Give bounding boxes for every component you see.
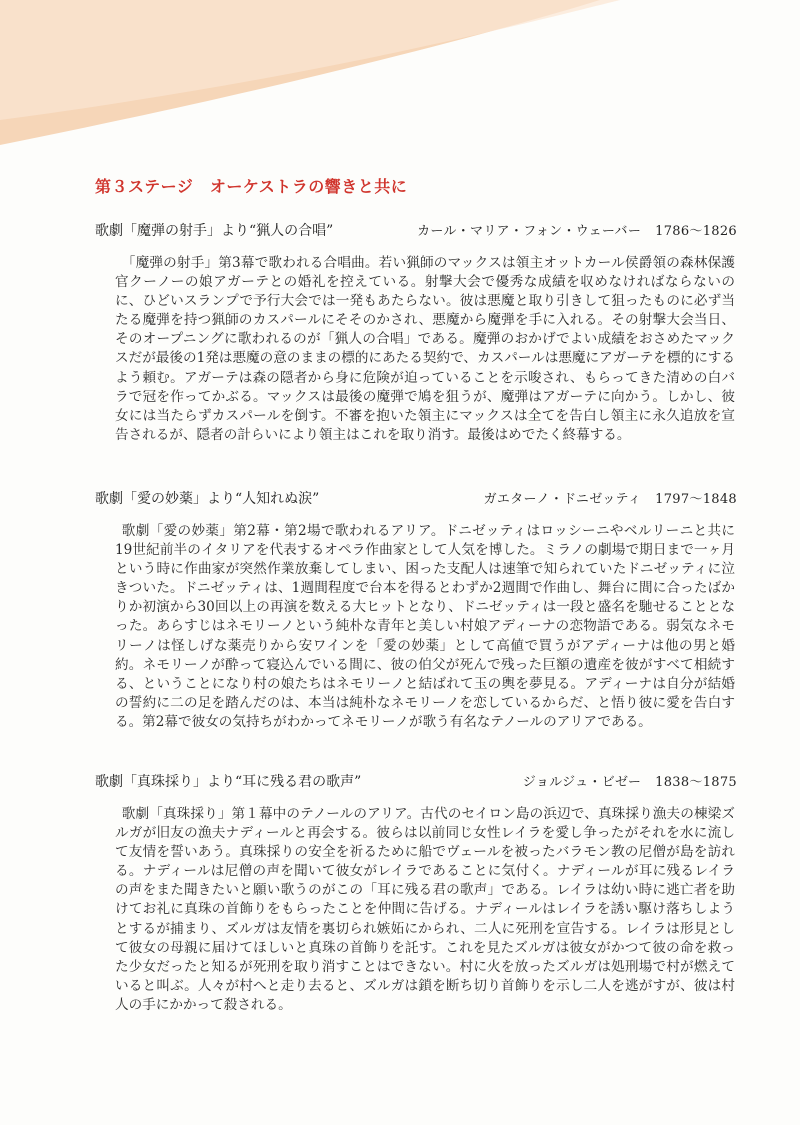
composer — [417, 220, 737, 239]
piece-description: 歌劇「愛の妙薬」第2幕・第2場で歌われるアリア。ドニゼッティはロッシーニやベルリーニと共に19世紀前半のイタリアを代表するオペラ作曲家として人気を博した。ミラノの劇場で期日まで一ヶ月という時に作曲家が突然作業放棄してしまい、困った支配人は速筆で知られていたドニゼッティに泣きついた。ドニゼッティは、1週間程度で台本を得るとわずか2週間で作曲し、舞台に間に合ったばかりか初演から30回以上の再演を数える大ヒットとなり、ドニゼッティは一段と盛名を馳せることとなった。あらすじはネモリーノという純朴な青年と美しい村娘アディーナの恋物語である。弱気なネモリーノは怪しげな薬売りから安ワインを「愛の妙薬」として高値で買うがアディーナは他の男と婚約。ネモリーノが酔って寝込んでいる間に、彼の伯父が死んで残った巨額の遺産を彼がすべて相続する、ということになり村の娘たちはネモリーノと結ばれて玉の輿を夢見る。アディーナは自分が結婚の誓約に二の足を踏んだのは、本当は純朴なネモリーノを恋しているからだ、と悟り彼に愛を告白する。第2幕で彼女の気持ちがわかってネモリーノが歌う有名なテノールのアリアである。 — [115, 523, 735, 730]
composer-name: ジョルジュ・ビゼー — [522, 775, 642, 790]
program-item — [95, 771, 737, 1015]
peach-curve-light — [0, 0, 620, 120]
program-item-header — [95, 771, 737, 793]
program-item-header — [95, 220, 737, 242]
header-decoration — [0, 0, 800, 200]
composer-years: 1786〜1826 — [655, 224, 737, 239]
composer-name: カール・マリア・フォン・ウェーバー — [417, 224, 642, 239]
composer-name: ガエターノ・ドニゼッティ — [483, 492, 642, 507]
program-item-header — [95, 488, 737, 510]
piece-description: 「魔弾の射手」第3幕で歌われる合唱曲。若い猟師のマックスは領主オットカール侯爵領の森林保護官クーノーの娘アガーテとの婚礼を控えている。射撃大会で優秀な成績を収めなければならないのに、ひどいスランプで予行大会では一発もあたらない。彼は悪魔と取り引きして狙ったものに必ず当たる魔弾を持つ猟師のカスパールにそそのかされ、悪魔から魔弾を手に入れる。その射撃大会当日、そのオープニングに歌われるのが「猟人の合唱」である。魔弾のおかげでよい成績をおさめたマックスだが最後の1発は悪魔の意のままの標的にあたる契約で、カスパールは悪魔にアガーテを標的にするよう頼む。アガーテは森の隠者から身に危険が迫っていることを示唆され、もらってきた清めの白バラで冠を作ってかぶる。マックスは最後の魔弾で鳩を狙うが、魔弾はアガーテに向かう。しかし、彼女には当たらずカスパールを倒す。不審を抱いた領主にマックスは全てを告白し領主に永久追放を宣告されるが、隠者の計らいにより領主はこれを取り消す。最後はめでたく終幕する。 — [115, 255, 735, 443]
program-item — [95, 488, 737, 732]
program-item — [95, 220, 737, 445]
piece-title: 歌劇「魔弾の射手」より“猟人の合唱” — [95, 223, 334, 239]
composer-years: 1838〜1875 — [655, 775, 737, 790]
composer — [523, 771, 737, 790]
stage-title: 第３ステージ オーケストラの響きと共に — [95, 177, 408, 196]
piece-description: 歌劇「真珠採り」第１幕中のテノールのアリア。古代のセイロン島の浜辺で、真珠採り漁夫の棟梁ズルガが旧友の漁夫ナディールと再会する。彼らは以前同じ女性レイラを愛し争ったがそれを水に流して友情を誓いあう。真珠採りの安全を祈るために船でヴェールを被ったバラモン教の尼僧が島を訪れる。ナディールは尼僧の声を聞いて彼女がレイラであることに気付く。ナディールが耳に残るレイラの声をまた聞きたいと願い歌うのがこの「耳に残る君の歌声」である。レイラは幼い時に逃亡者を助けてお礼に真珠の首飾りをもらったことを仲間に告げる。ナディールはレイラを誘い駆け落ちしようとするが捕まり、ズルガは友情を裏切られ嫉妬にかられ、二人に死刑を宣告する。レイラは形見として彼女の母親に届けてほしいと真珠の首飾りを託す。これを見たズルガは彼女がかつて彼の命を救った少女だったと知るが死刑を取り消すことはできない。村に火を放ったズルガは処刑場で村が燃えていると叫ぶ。人々が村へと走り去ると、ズルガは鎖を断ち切り首飾りを示し二人を逃がすが、彼は村人の手にかかって殺される。 — [115, 806, 735, 1013]
composer-years: 1797〜1848 — [655, 492, 737, 507]
piece-title: 歌劇「愛の妙薬」より“人知れぬ涙” — [95, 491, 320, 507]
composer — [484, 488, 737, 507]
piece-title: 歌劇「真珠採り」より“耳に残る君の歌声” — [95, 774, 362, 790]
